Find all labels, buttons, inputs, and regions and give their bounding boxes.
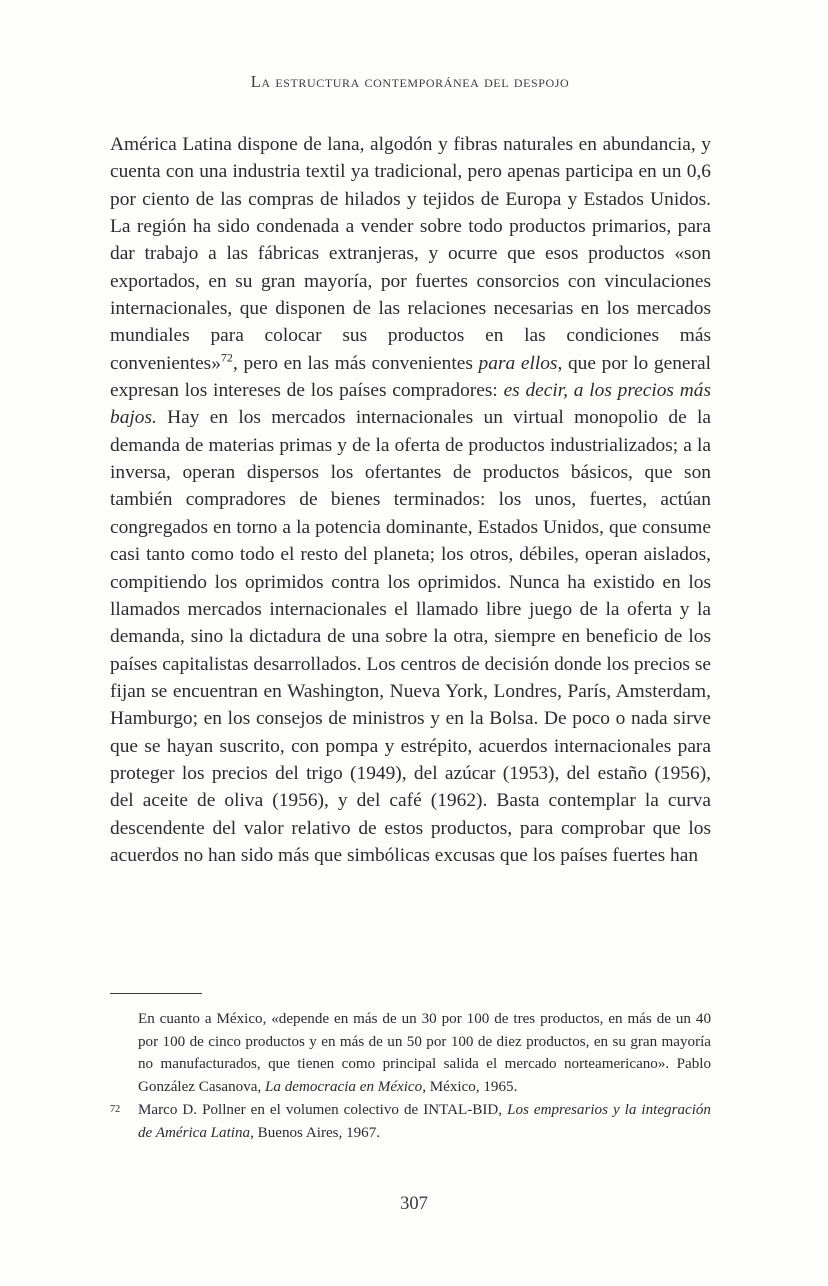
footnote-item: En cuanto a México, «depende en más de un 30 por 100 de tres productos, en más de un 40 por 100 de cinco productos y en más de un 50 por 100 de diez productos, en su gran mayoría no manufacturados, que tienen como principal salida el mercado norteamericano». Pablo González Casanova, La democracia en México, México, 1965. (138, 1011, 711, 1096)
body-paragraph: América Latina dispone de lana, algodón y fibras naturales en abundancia, y cuenta con una industria textil ya tradicional, pero apenas participa en un 0,6 por ciento de las compras de hilados y tejidos de Europa y Estados Unidos. La región ha sido condenada a vender sobre todo productos primarios, para dar trabajo a las fábricas extranjeras, y ocurre que esos productos «son exportados, en su gran mayoría, por fuertes consorcios con vinculaciones internacionales, que disponen de las relaciones necesarias en los mercados mundiales para colocar sus productos en las condiciones más convenientes»$^{72}$, pero en las más convenientes para ellos, que por lo general expresan los intereses de los países compradores: es decir, a los precios más bajos. Hay en los mercados internacionales un virtual monopolio de la demanda de materias primas y de la oferta de productos industrializados; a la inversa, operan dispersos los ofertantes de productos básicos, que son también compradores de bienes terminados: los unos, fuertes, actúan congregados en torno a la potencia dominante, Estados Unidos, que consume casi tanto como todo el resto del planeta; los otros, débiles, operan aislados, compitiendo los oprimidos contra los oprimidos. Nunca ha existido en los llamados mercados internacionales el llamado libre juego de la oferta y la demanda, sino la dictadura de una sobre la otra, siempre en beneficio de los países capitalistas desarrollados. Los centros de decisión donde los precios se fijan se encuentran en Washington, Nueva York, Londres, París, Amsterdam, Hamburgo; en los consejos de ministros y en la Bolsa. De poco o nada sirve que se hayan suscrito, con pompa y estrépito, acuerdos internacionales para proteger los precios del trigo (1949), del azúcar (1953), del estaño (1956), del aceite de oliva (1956), y del café (1962). Basta contemplar la curva descendente del valor relativo de estos productos, para comprobar que los acuerdos no han sido más que simbólicas excusas que los países fuertes han (110, 134, 711, 866)
italic-run: Los empresarios y la integración de América Latina (138, 1101, 711, 1141)
italic-run: para ellos (478, 352, 558, 374)
footnote-marker: 72 (110, 1104, 121, 1116)
footnote-reference[interactable]: 72 (220, 350, 233, 365)
footnote-item: 72 Marco D. Pollner en el volumen colectivo de INTAL-BID, Los empresarios y la integración de América Latina, Buenos Aires, 1967. (110, 1099, 711, 1144)
footnote-separator-rule (110, 993, 202, 994)
footnote-block (110, 1008, 711, 1144)
running-head: La estructura contemporánea del despojo (250, 72, 570, 91)
body-text-block (110, 131, 711, 869)
italic-run: La democracia en México (265, 1079, 423, 1096)
page-number: 307 (400, 1194, 428, 1214)
italic-run: es decir, a los precios más bajos. (110, 380, 711, 429)
